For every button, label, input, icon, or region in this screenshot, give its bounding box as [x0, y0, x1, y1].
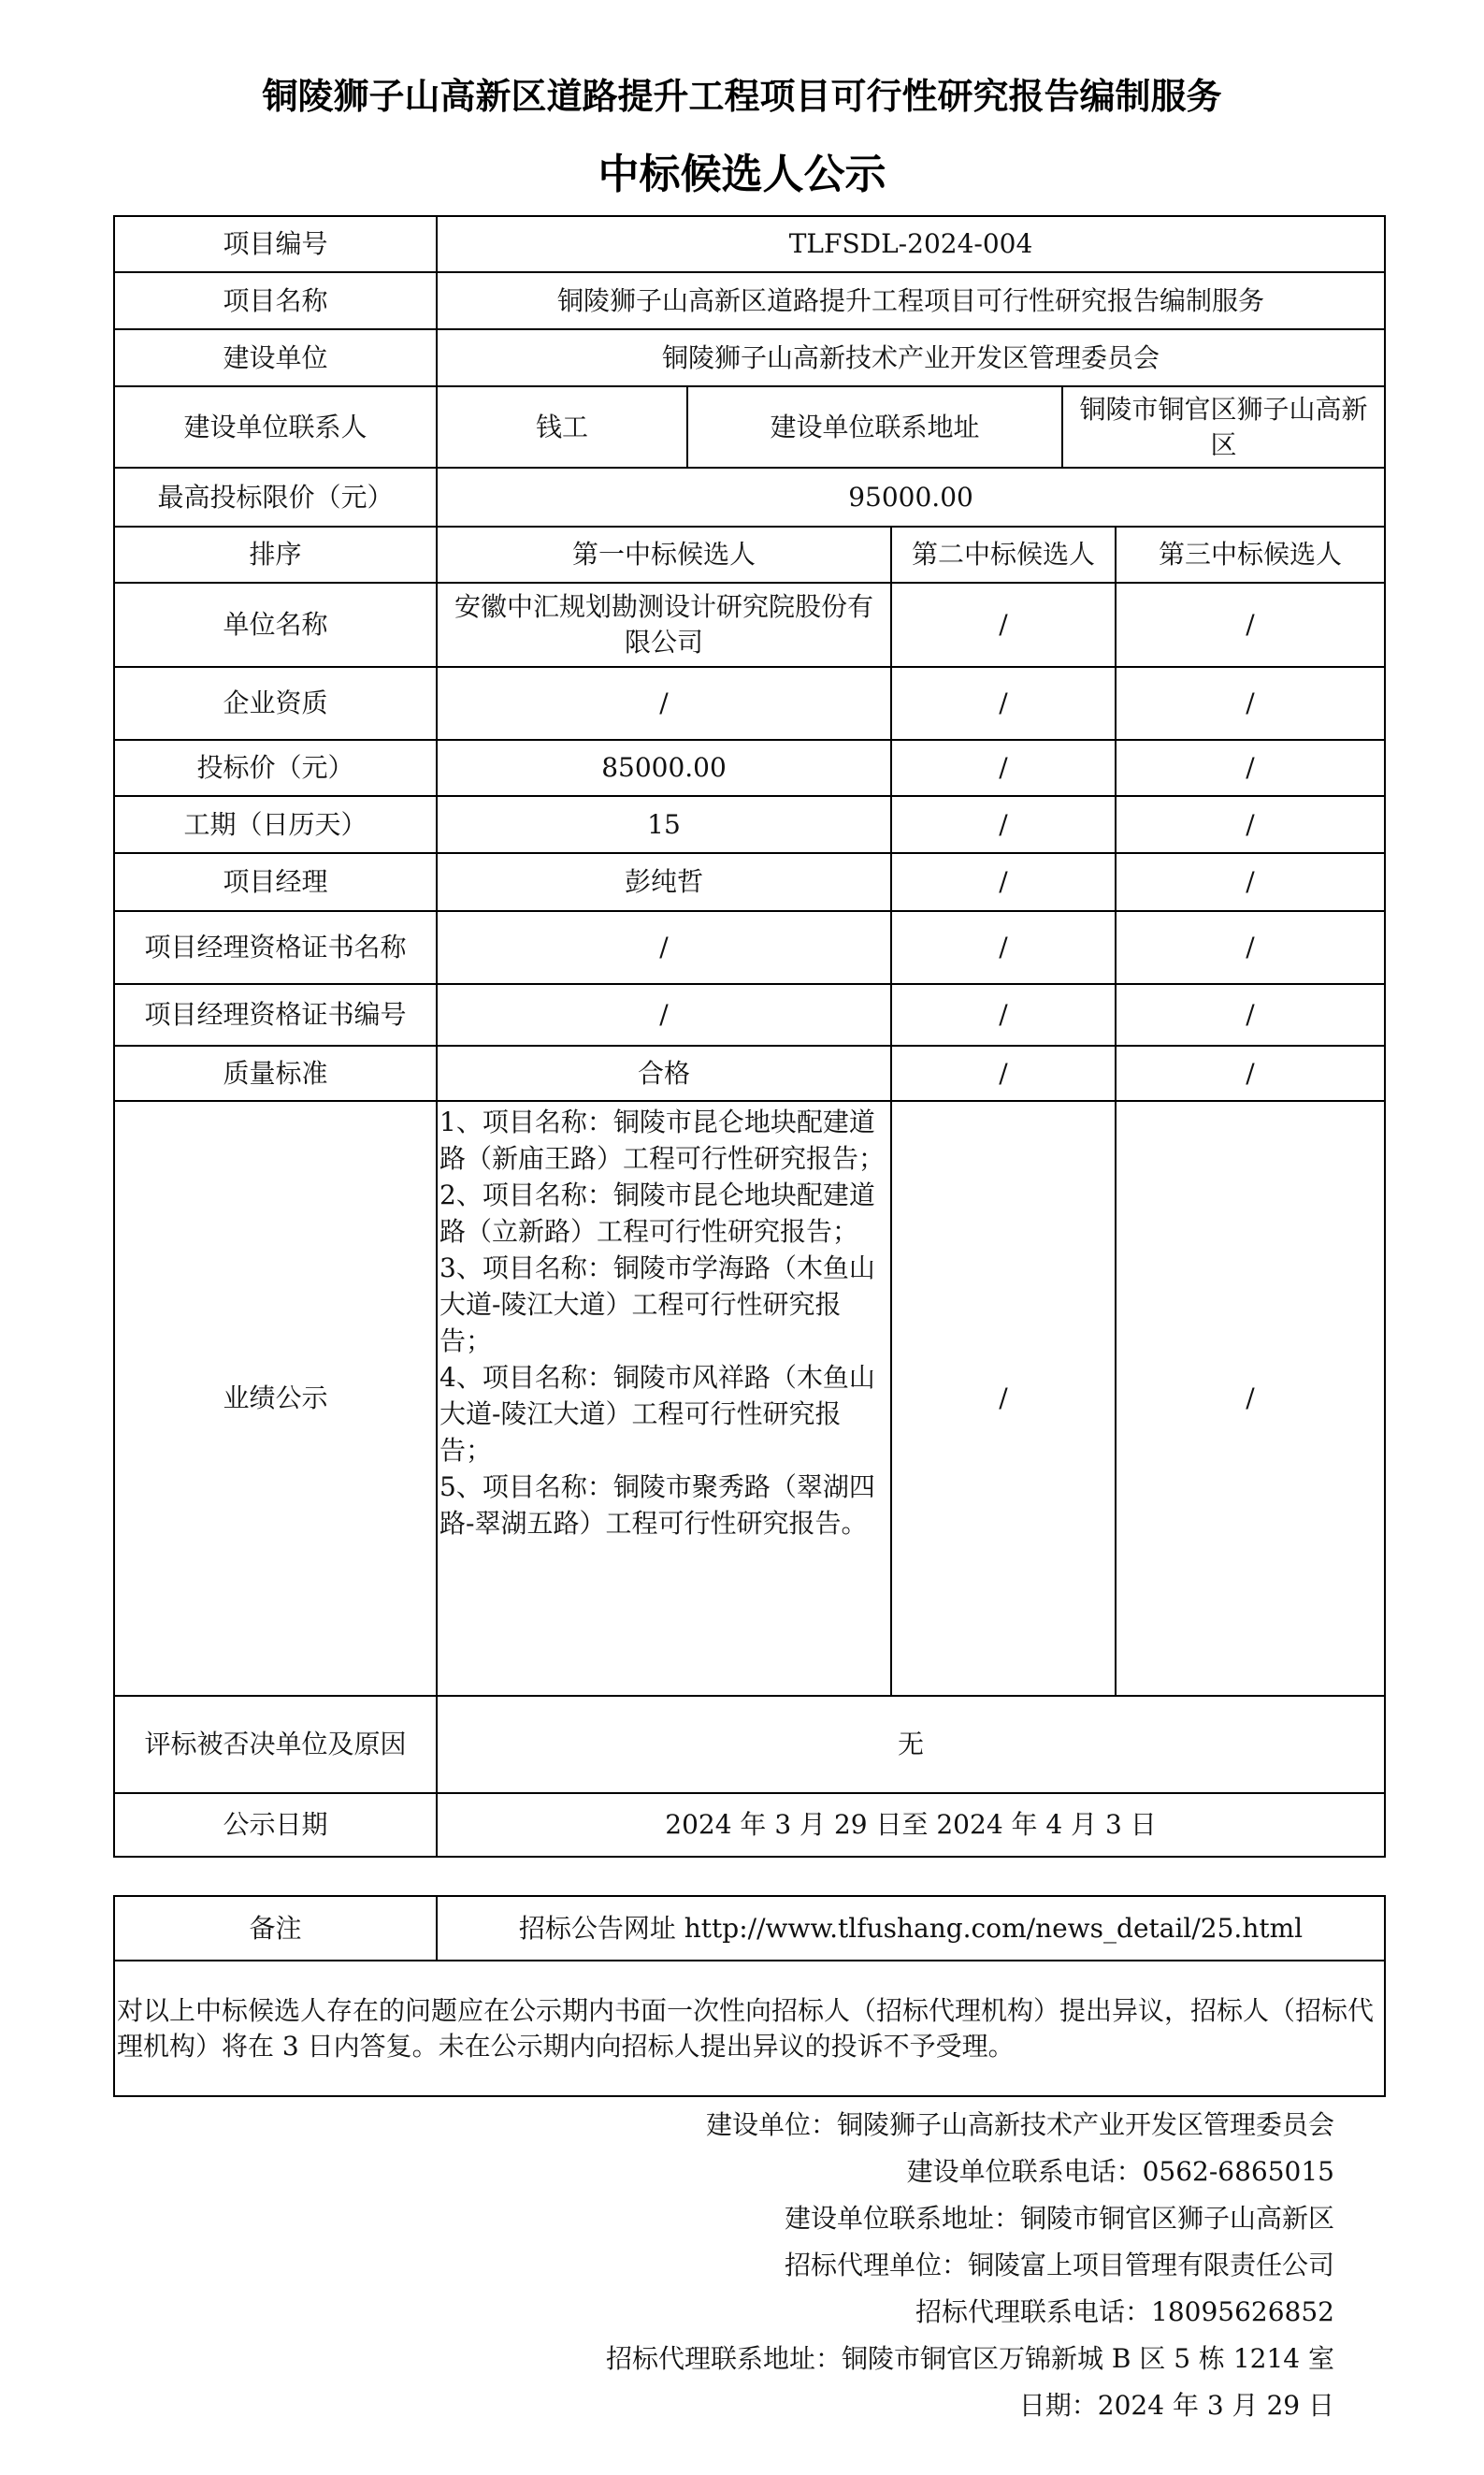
row-label: 项目经理资格证书编号 — [114, 984, 437, 1046]
owner-value: 铜陵狮子山高新技术产业开发区管理委员会 — [437, 329, 1385, 386]
table-row — [114, 272, 1385, 329]
second-candidate-value: / — [891, 911, 1116, 984]
first-candidate-value: 85000.00 — [437, 740, 891, 796]
footer-agency-address: 招标代理联系地址：铜陵市铜官区万锦新城 B 区 5 栋 1214 室 — [605, 2343, 1334, 2374]
performance-item: 1、项目名称：铜陵市昆仑地块配建道路（新庙王路）工程可行性研究报告； — [439, 1107, 886, 1174]
table-row — [114, 796, 1385, 853]
owner-label: 建设单位 — [114, 329, 437, 386]
third-candidate-value: / — [1116, 984, 1385, 1046]
third-candidate-value: / — [1116, 667, 1385, 740]
third-candidate-value: / — [1116, 740, 1385, 796]
third-candidate-performance: / — [1116, 1101, 1385, 1696]
second-candidate-value: / — [891, 740, 1116, 796]
notes-table — [113, 1895, 1386, 2097]
first-candidate-value: / — [437, 667, 891, 740]
table-row — [114, 1896, 1385, 1961]
performance-item: 5、项目名称：铜陵市聚秀路（翠湖四路-翠湖五路）工程可行性研究报告。 — [439, 1471, 875, 1539]
table-row — [114, 1046, 1385, 1101]
second-candidate-performance: / — [891, 1101, 1116, 1696]
project-no-value: TLFSDL-2024-004 — [437, 216, 1385, 272]
table-row — [114, 667, 1385, 740]
performance-item: 2、项目名称：铜陵市昆仑地块配建道路（立新路）工程可行性研究报告； — [439, 1180, 875, 1247]
row-label: 工期（日历天） — [114, 796, 437, 853]
footer-owner-phone: 建设单位联系电话：0562-6865015 — [906, 2156, 1334, 2187]
rejected-value: 无 — [437, 1696, 1385, 1793]
row-label: 项目经理 — [114, 853, 437, 911]
document-title: 铜陵狮子山高新区道路提升工程项目可行性研究报告编制服务 — [262, 76, 1222, 117]
table-row — [114, 1696, 1385, 1793]
table-row — [114, 216, 1385, 272]
performance-item: 3、项目名称：铜陵市学海路（木鱼山大道-陵江大道）工程可行性研究报告； — [439, 1252, 875, 1356]
second-candidate-value: / — [891, 796, 1116, 853]
table-row — [114, 1961, 1385, 2096]
footer-date: 日期：2024 年 3 月 29 日 — [1018, 2390, 1334, 2421]
table-row — [114, 853, 1385, 911]
second-candidate-value: / — [891, 984, 1116, 1046]
first-candidate-value: 15 — [437, 796, 891, 853]
date-value: 2024 年 3 月 29 日至 2024 年 4 月 3 日 — [437, 1793, 1385, 1857]
rank-label: 排序 — [114, 527, 437, 583]
footer-agency: 招标代理单位：铜陵富上项目管理有限责任公司 — [784, 2250, 1334, 2280]
objection-notice: 对以上中标候选人存在的问题应在公示期内书面一次性向招标人（招标代理机构）提出异议，招标人（招标代理机构）将在 3 日内答复。未在公示期内向招标人提出异议的投诉不予受理。 — [114, 1961, 1385, 2096]
table-row — [114, 329, 1385, 386]
row-label: 质量标准 — [114, 1046, 437, 1101]
max-price-label: 最高投标限价（元） — [114, 468, 437, 527]
owner-address-value: 铜陵市铜官区狮子山高新区 — [1062, 386, 1385, 468]
first-candidate-value: 合格 — [437, 1046, 891, 1101]
first-candidate-header: 第一中标候选人 — [437, 527, 891, 583]
third-candidate-value: / — [1116, 1046, 1385, 1101]
project-no-label: 项目编号 — [114, 216, 437, 272]
owner-contact-value: 钱工 — [437, 386, 687, 468]
third-candidate-header: 第三中标候选人 — [1116, 527, 1385, 583]
row-label: 项目经理资格证书名称 — [114, 911, 437, 984]
rejected-label: 评标被否决单位及原因 — [114, 1696, 437, 1793]
table-row — [114, 1793, 1385, 1857]
owner-address-label: 建设单位联系地址 — [687, 386, 1062, 468]
first-candidate-value: / — [437, 984, 891, 1046]
third-candidate-value: / — [1116, 796, 1385, 853]
performance-item: 4、项目名称：铜陵市风祥路（木鱼山大道-陵江大道）工程可行性研究报告； — [439, 1362, 875, 1466]
table-row — [114, 984, 1385, 1046]
row-label: 企业资质 — [114, 667, 437, 740]
second-candidate-header: 第二中标候选人 — [891, 527, 1116, 583]
table-row — [114, 386, 1385, 468]
row-label: 单位名称 — [114, 583, 437, 667]
project-name-value: 铜陵狮子山高新区道路提升工程项目可行性研究报告编制服务 — [437, 272, 1385, 329]
table-row — [114, 740, 1385, 796]
first-candidate-value: 安徽中汇规划勘测设计研究院股份有限公司 — [437, 583, 891, 667]
max-price-value: 95000.00 — [437, 468, 1385, 527]
second-candidate-value: / — [891, 583, 1116, 667]
second-candidate-value: / — [891, 667, 1116, 740]
first-candidate-value: / — [437, 911, 891, 984]
second-candidate-value: / — [891, 1046, 1116, 1101]
table-row — [114, 527, 1385, 583]
project-name-label: 项目名称 — [114, 272, 437, 329]
footer-owner: 建设单位：铜陵狮子山高新技术产业开发区管理委员会 — [705, 2109, 1334, 2140]
footer-owner-address: 建设单位联系地址：铜陵市铜官区狮子山高新区 — [784, 2203, 1334, 2234]
first-candidate-value: 彭纯哲 — [437, 853, 891, 911]
table-row — [114, 1101, 1385, 1696]
row-label: 投标价（元） — [114, 740, 437, 796]
third-candidate-value: / — [1116, 583, 1385, 667]
table-row — [114, 911, 1385, 984]
second-candidate-value: / — [891, 853, 1116, 911]
remark-value: 招标公告网址 http://www.tlfushang.com/news_detail/25.html — [437, 1896, 1385, 1961]
date-label: 公示日期 — [114, 1793, 437, 1857]
remark-label: 备注 — [114, 1896, 437, 1961]
performance-label: 业绩公示 — [114, 1101, 437, 1696]
third-candidate-value: / — [1116, 853, 1385, 911]
footer-agency-phone: 招标代理联系电话：18095626852 — [915, 2296, 1334, 2327]
owner-contact-label: 建设单位联系人 — [114, 386, 437, 468]
document-subtitle: 中标候选人公示 — [598, 151, 886, 198]
performance-list — [437, 1101, 891, 1696]
third-candidate-value: / — [1116, 911, 1385, 984]
table-row — [114, 468, 1385, 527]
candidate-table — [113, 215, 1386, 1858]
table-row — [114, 583, 1385, 667]
